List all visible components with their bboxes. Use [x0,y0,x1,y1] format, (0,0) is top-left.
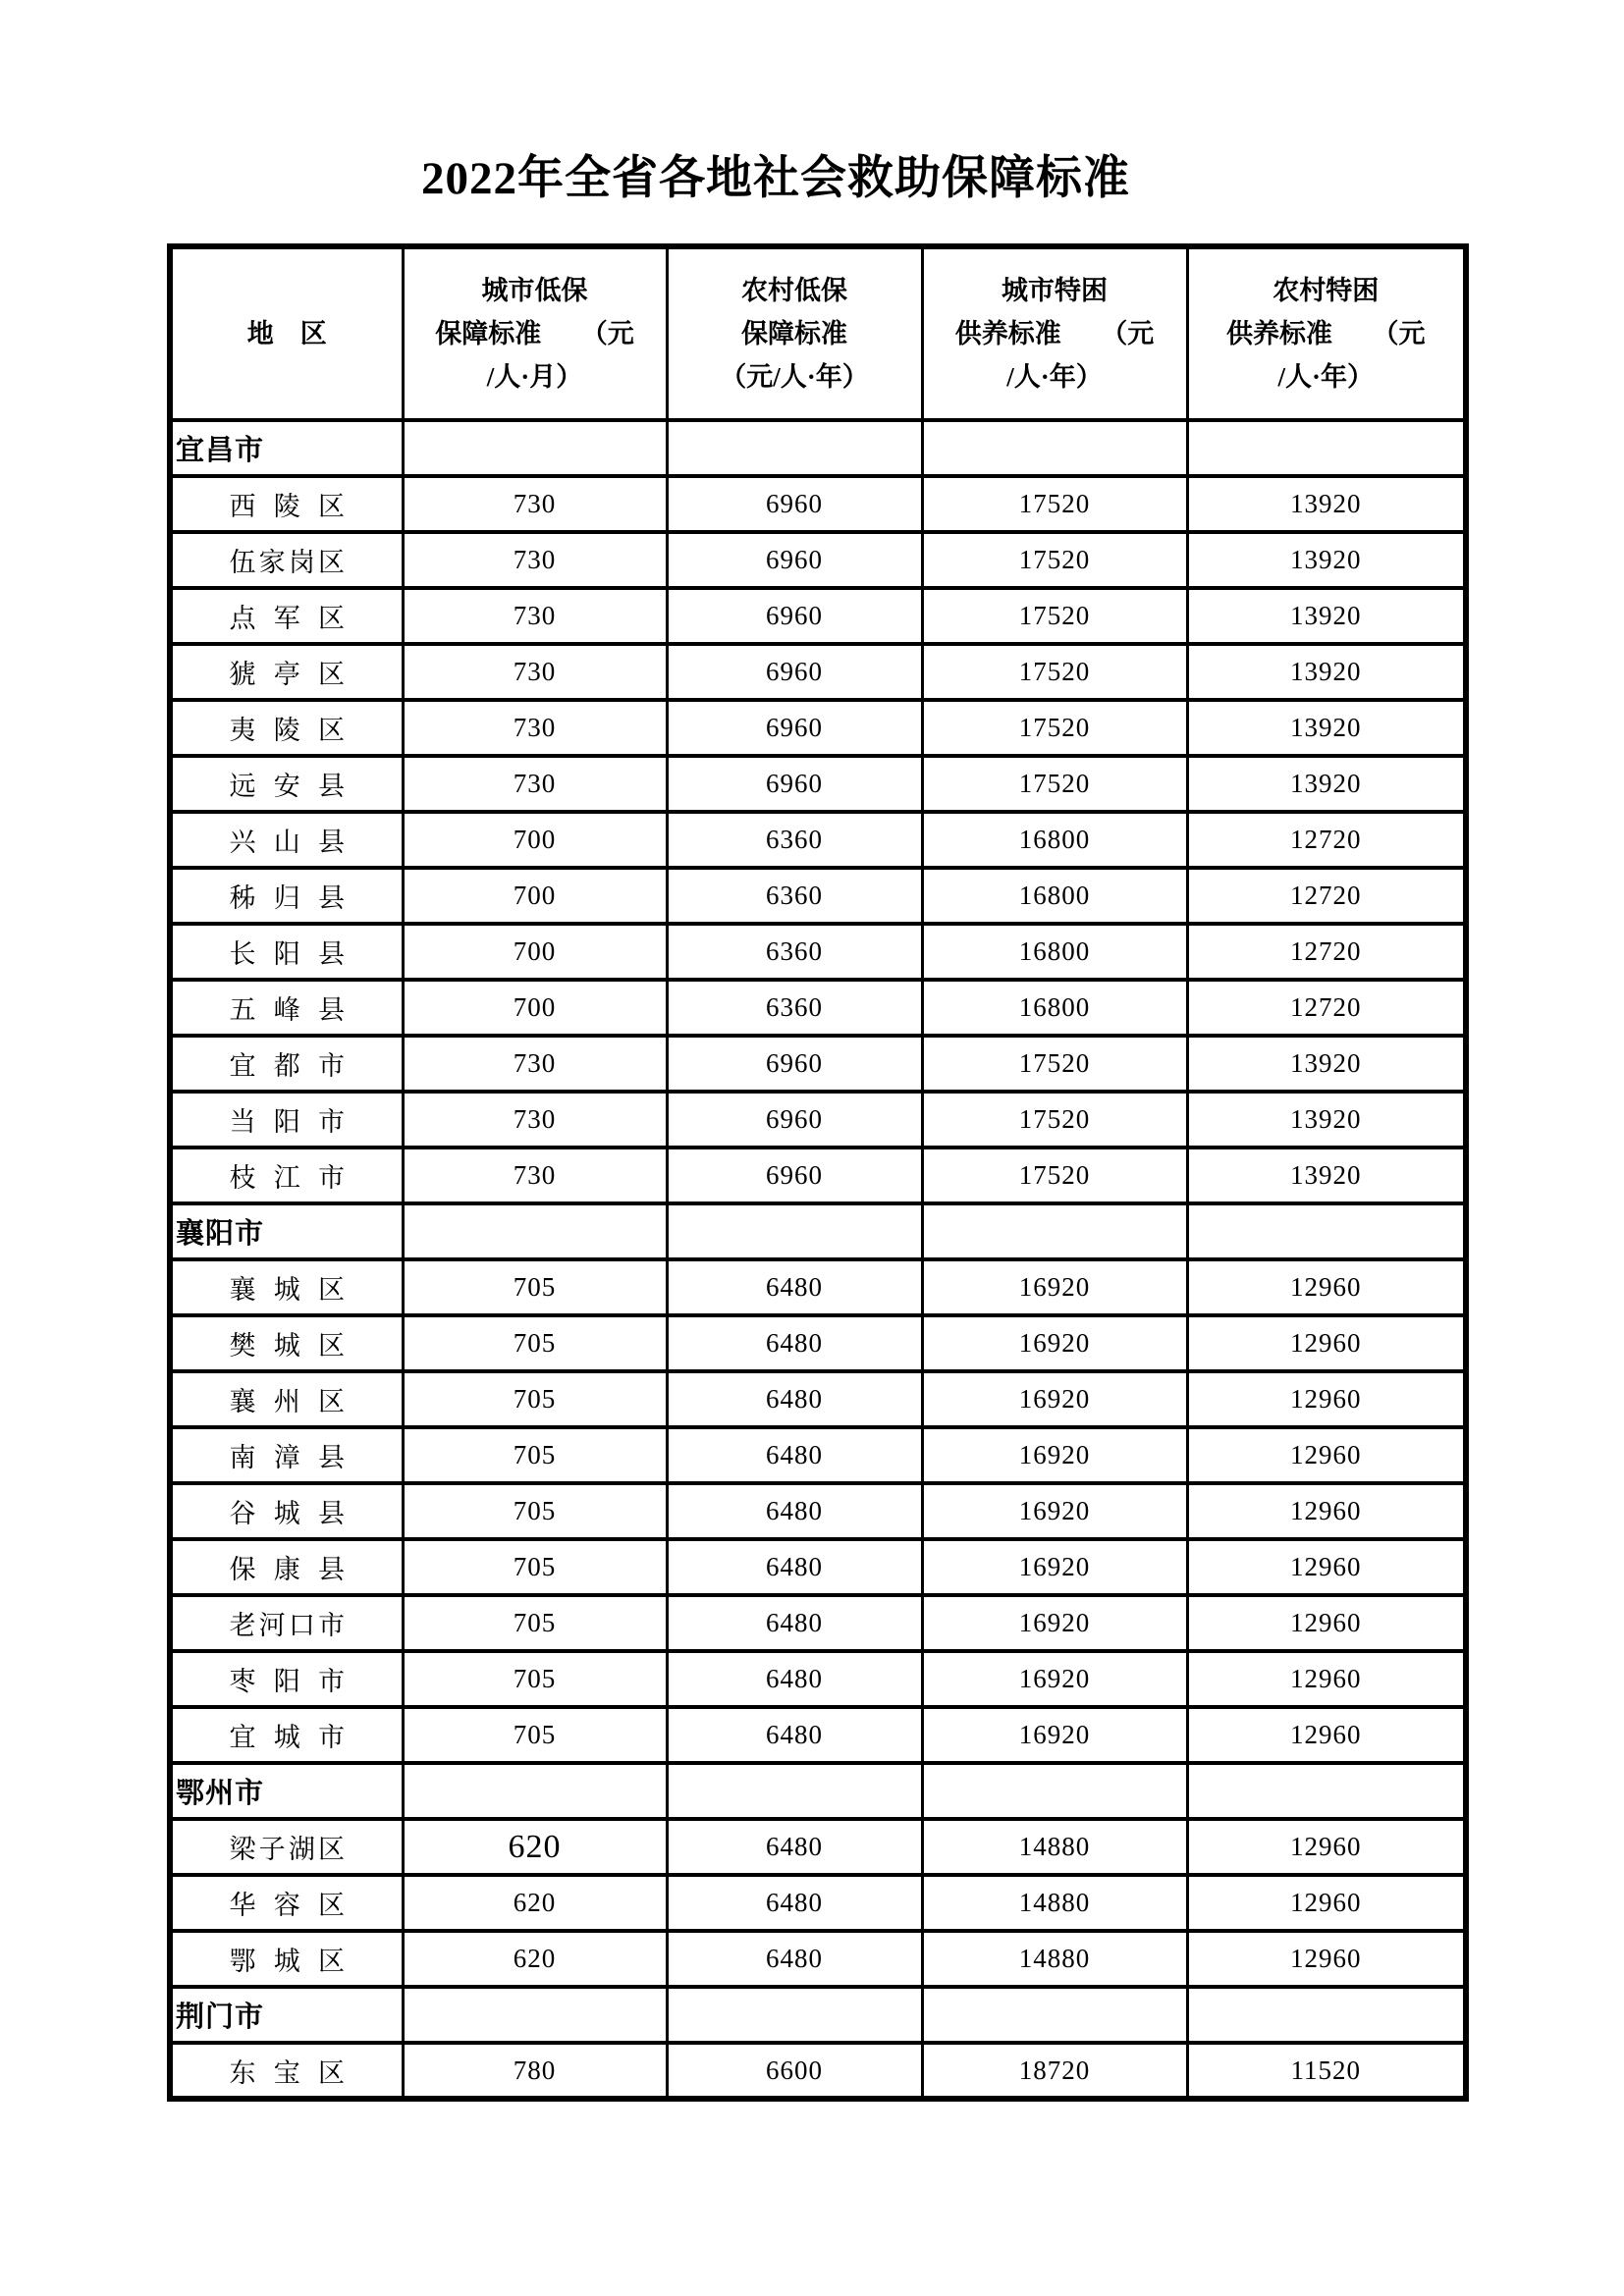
region-cell [170,532,403,588]
value-cell: 6600 [667,2043,922,2099]
column-header-line: /人·年） [1006,362,1103,393]
value-cell: 705 [403,1539,667,1595]
region-name: 老河口市 [229,1611,345,1641]
region-cell [170,700,403,756]
value-cell: 6960 [667,1148,922,1203]
value-cell: 12960 [1187,1651,1466,1707]
standards-table [167,243,1469,2102]
region-cell [170,1875,403,1931]
value-cell: 6360 [667,812,922,868]
empty-cell [403,1203,667,1259]
value-cell: 17520 [922,1148,1187,1203]
empty-cell [403,1987,667,2043]
value-cell: 6480 [667,1259,922,1315]
data-row [170,1148,1466,1203]
value-cell: 16800 [922,812,1187,868]
region-name: 华容区 [229,1891,345,1921]
value-cell: 12960 [1187,1595,1466,1651]
empty-cell [1187,1987,1466,2043]
region-cell [170,2043,403,2099]
value-cell: 12720 [1187,924,1466,980]
value-cell: 16920 [922,1595,1187,1651]
value-cell: 17520 [922,1036,1187,1092]
city-group-row [170,420,1466,476]
value-cell: 16800 [922,980,1187,1036]
empty-cell [922,1987,1187,2043]
region-name: 点军区 [229,604,345,634]
value-cell: 6960 [667,476,922,532]
data-row [170,812,1466,868]
city-group-row [170,1987,1466,2043]
column-header-line: （元/人·年） [720,362,869,393]
data-row [170,1931,1466,1987]
region-cell [170,1651,403,1707]
value-cell: 12960 [1187,1539,1466,1595]
data-row [170,1651,1466,1707]
region-name: 襄城区 [229,1275,345,1306]
value-cell: 705 [403,1371,667,1427]
value-cell: 6480 [667,1651,922,1707]
column-header-line: /人·月） [486,362,583,393]
value-cell: 16920 [922,1707,1187,1763]
value-cell: 6480 [667,1539,922,1595]
value-cell: 6960 [667,532,922,588]
column-header-line: 供养标准 （元 [1226,319,1426,349]
value-cell: 730 [403,1092,667,1148]
value-cell: 700 [403,812,667,868]
data-row [170,532,1466,588]
empty-cell [1187,420,1466,476]
value-cell: 13920 [1187,1148,1466,1203]
region-cell [170,476,403,532]
city-name: 荆门市 [170,1987,403,2043]
value-cell: 6960 [667,588,922,644]
value-cell: 16920 [922,1651,1187,1707]
data-row [170,980,1466,1036]
empty-cell [1187,1763,1466,1819]
region-name: 枣阳市 [229,1667,345,1697]
value-cell: 6480 [667,1819,922,1875]
value-cell: 705 [403,1259,667,1315]
value-cell: 780 [403,2043,667,2099]
value-cell: 620 [403,1875,667,1931]
data-row [170,1707,1466,1763]
region-name: 兴山县 [229,828,345,858]
data-row [170,1427,1466,1483]
value-cell: 6360 [667,924,922,980]
value-cell: 12960 [1187,1427,1466,1483]
value-cell: 705 [403,1315,667,1371]
empty-cell [922,1763,1187,1819]
value-cell: 705 [403,1595,667,1651]
region-name: 襄州区 [229,1387,345,1417]
value-cell: 16920 [922,1315,1187,1371]
region-cell [170,1707,403,1763]
column-header-line: 供养标准 （元 [954,319,1155,349]
data-row [170,756,1466,812]
region-name: 宜都市 [229,1051,345,1082]
region-cell [170,924,403,980]
column-header-line: 保障标准 （元 [435,319,634,349]
column-header-line: 农村特困 [1272,276,1380,306]
value-cell: 16920 [922,1371,1187,1427]
value-cell: 6960 [667,644,922,700]
value-cell: 12960 [1187,1315,1466,1371]
value-cell: 12720 [1187,868,1466,924]
column-header-line: 地 区 [246,319,327,349]
data-row [170,1259,1466,1315]
value-cell: 12960 [1187,1931,1466,1987]
value-cell: 620 [403,1931,667,1987]
value-cell: 17520 [922,756,1187,812]
city-name: 鄂州市 [170,1763,403,1819]
value-cell: 13920 [1187,532,1466,588]
value-cell: 700 [403,868,667,924]
value-cell: 17520 [922,644,1187,700]
value-cell: 6960 [667,1036,922,1092]
region-name: 谷城县 [229,1499,345,1529]
region-cell [170,1315,403,1371]
value-cell: 6480 [667,1875,922,1931]
value-cell: 6360 [667,980,922,1036]
region-name: 猇亭区 [229,660,345,690]
value-cell: 6960 [667,756,922,812]
region-cell [170,1092,403,1148]
region-cell [170,1819,403,1875]
region-cell [170,868,403,924]
region-name: 东宝区 [229,2057,345,2088]
data-row [170,588,1466,644]
value-cell: 6960 [667,1092,922,1148]
region-cell [170,1931,403,1987]
value-cell: 12960 [1187,1259,1466,1315]
column-header-line: 保障标准 [741,319,847,349]
region-name: 长阳县 [229,939,345,970]
value-cell: 14880 [922,1875,1187,1931]
data-row [170,1875,1466,1931]
data-row [170,644,1466,700]
column-header-line: /人·年） [1277,362,1374,393]
value-cell: 6480 [667,1427,922,1483]
region-cell [170,1539,403,1595]
region-name: 南漳县 [229,1443,345,1473]
value-cell: 13920 [1187,1036,1466,1092]
region-cell [170,1036,403,1092]
data-row [170,868,1466,924]
value-cell: 700 [403,980,667,1036]
value-cell: 17520 [922,532,1187,588]
value-cell: 12960 [1187,1707,1466,1763]
region-name: 当阳市 [229,1107,345,1138]
value-cell: 13920 [1187,644,1466,700]
region-cell [170,756,403,812]
region-name: 鄂城区 [229,1947,345,1977]
column-header-1 [170,246,403,420]
region-cell [170,812,403,868]
region-cell [170,1148,403,1203]
value-cell: 730 [403,756,667,812]
region-cell [170,1259,403,1315]
value-cell: 730 [403,700,667,756]
data-row [170,1819,1466,1875]
value-cell: 17520 [922,588,1187,644]
table-header [170,246,1466,420]
region-name: 夷陵区 [229,716,345,746]
region-cell [170,588,403,644]
value-cell: 17520 [922,700,1187,756]
page-title: 2022年全省各地社会救助保障标准 [421,153,1130,204]
value-cell: 6480 [667,1595,922,1651]
value-cell: 6480 [667,1315,922,1371]
value-cell: 17520 [922,1092,1187,1148]
value-cell: 6480 [667,1707,922,1763]
region-cell [170,980,403,1036]
column-header-line: 城市特困 [1001,276,1108,306]
value-cell: 12960 [1187,1483,1466,1539]
value-cell: 705 [403,1707,667,1763]
value-cell: 12960 [1187,1875,1466,1931]
value-cell: 730 [403,532,667,588]
value-cell: 6480 [667,1371,922,1427]
value-cell: 6960 [667,700,922,756]
region-name: 宜城市 [229,1723,345,1753]
region-cell [170,1483,403,1539]
value-cell: 730 [403,644,667,700]
empty-cell [667,1987,922,2043]
value-cell: 705 [403,1651,667,1707]
value-cell: 705 [403,1483,667,1539]
value-cell: 705 [403,1427,667,1483]
value-cell: 620 [403,1819,667,1875]
value-cell: 16920 [922,1259,1187,1315]
value-cell: 12720 [1187,812,1466,868]
value-cell: 6360 [667,868,922,924]
city-name: 襄阳市 [170,1203,403,1259]
value-cell: 700 [403,924,667,980]
data-row [170,1539,1466,1595]
empty-cell [667,1203,922,1259]
value-cell: 16920 [922,1483,1187,1539]
column-header-line: 城市低保 [481,276,588,306]
city-group-row [170,1763,1466,1819]
region-cell [170,1371,403,1427]
region-cell [170,1595,403,1651]
data-row [170,1315,1466,1371]
value-cell: 730 [403,1036,667,1092]
value-cell: 12960 [1187,1371,1466,1427]
value-cell: 16800 [922,868,1187,924]
value-cell: 730 [403,1148,667,1203]
value-cell: 6480 [667,1931,922,1987]
column-header-2 [403,246,667,420]
column-header-3 [667,246,922,420]
empty-cell [403,420,667,476]
data-row [170,1036,1466,1092]
empty-cell [667,420,922,476]
city-name: 宜昌市 [170,420,403,476]
column-header-5 [1187,246,1466,420]
value-cell: 13920 [1187,1092,1466,1148]
region-name: 梁子湖区 [229,1835,345,1865]
value-cell: 18720 [922,2043,1187,2099]
header-row [170,246,1466,420]
data-row [170,700,1466,756]
data-row [170,2043,1466,2099]
column-header-line: 农村低保 [741,276,847,306]
data-row [170,1092,1466,1148]
value-cell: 12720 [1187,980,1466,1036]
value-cell: 13920 [1187,476,1466,532]
data-row [170,924,1466,980]
region-name: 樊城区 [229,1331,345,1362]
table-body [170,420,1466,2099]
empty-cell [667,1763,922,1819]
value-cell: 16920 [922,1539,1187,1595]
region-name: 远安县 [229,772,345,802]
empty-cell [922,1203,1187,1259]
empty-cell [403,1763,667,1819]
value-cell: 14880 [922,1819,1187,1875]
region-name: 伍家岗区 [229,548,345,578]
value-cell: 16800 [922,924,1187,980]
value-cell: 730 [403,588,667,644]
value-cell: 11520 [1187,2043,1466,2099]
region-name: 保康县 [229,1555,345,1585]
value-cell: 17520 [922,476,1187,532]
data-row [170,1595,1466,1651]
value-cell: 6480 [667,1483,922,1539]
value-cell: 13920 [1187,756,1466,812]
city-group-row [170,1203,1466,1259]
data-row [170,476,1466,532]
region-name: 西陵区 [229,492,345,522]
region-cell [170,1427,403,1483]
value-cell: 12960 [1187,1819,1466,1875]
empty-cell [922,420,1187,476]
region-name: 秭归县 [229,883,345,914]
value-cell: 13920 [1187,700,1466,756]
region-cell [170,644,403,700]
value-cell: 13920 [1187,588,1466,644]
data-row [170,1371,1466,1427]
data-row [170,1483,1466,1539]
value-cell: 14880 [922,1931,1187,1987]
value-cell: 16920 [922,1427,1187,1483]
empty-cell [1187,1203,1466,1259]
region-name: 枝江市 [229,1163,345,1194]
value-cell: 730 [403,476,667,532]
region-name: 五峰县 [229,995,345,1026]
column-header-4 [922,246,1187,420]
